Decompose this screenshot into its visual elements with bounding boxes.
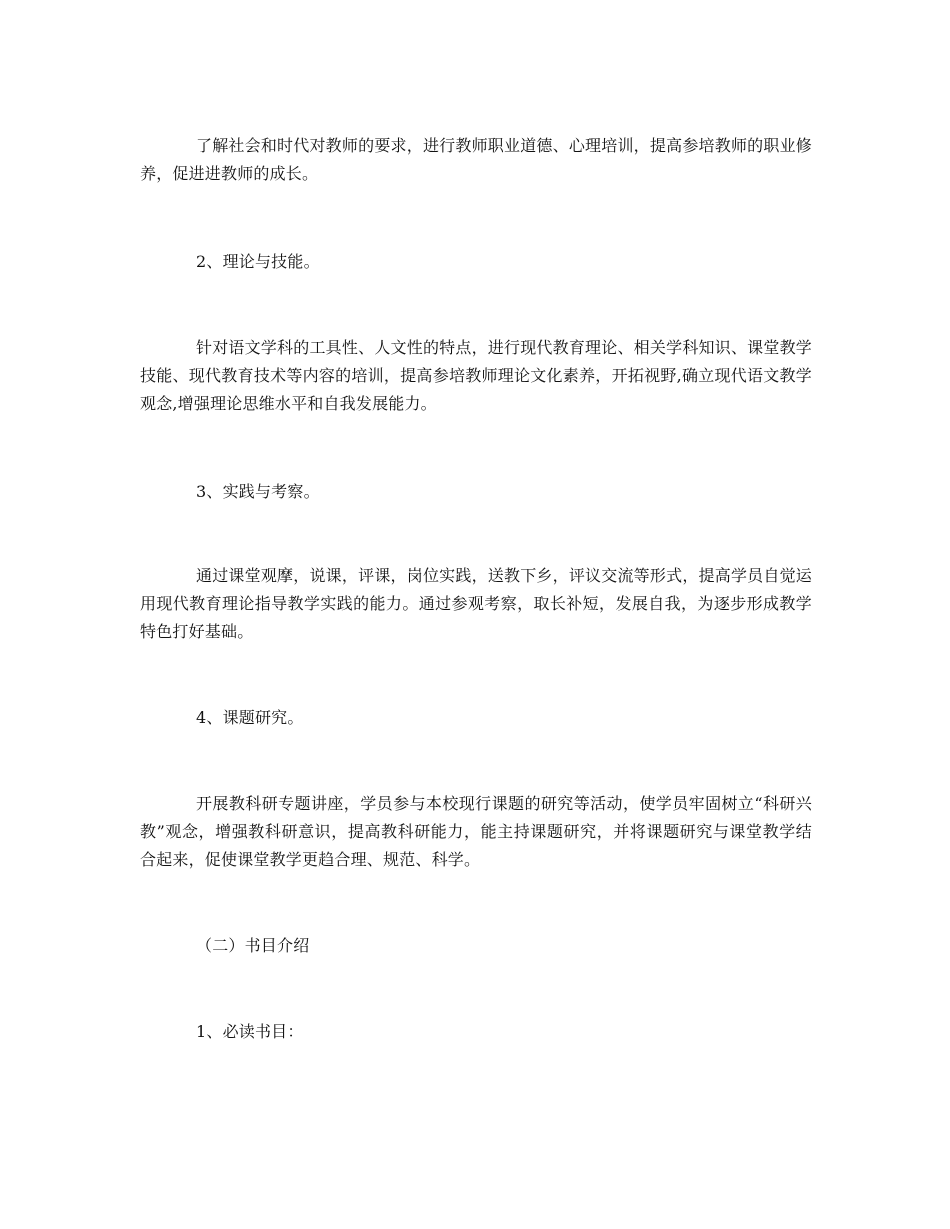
paragraph-theory-skills: 针对语文学科的工具性、人文性的特点，进行现代教育理论、相关学科知识、课堂教学技能、现代教育技术等内容的培训，提高参培教师理论文化素养，开拓视野,确立现代语文教学观念,增强理论思维水平和自我发展能力。	[140, 338, 812, 413]
heading-practice-inspection: 3、实践与考察。	[196, 482, 320, 501]
heading-required-books: 1、必读书目：	[196, 1022, 304, 1041]
paragraph-ethics-training: 了解社会和时代对教师的要求，进行教师职业道德、心理培训，提高参培教师的职业修养，促进进教师的成长。	[140, 136, 812, 183]
paragraph-research-topic: 开展教科研专题讲座，学员参与本校现行课题的研究等活动，使学员牢固树立“科研兴教”观念，增强教科研意识，提高教科研能力，能主持课题研究，并将课题研究与课堂教学结合起来，促使课堂教学更趋合理、规范、科学。	[140, 794, 812, 869]
heading-research-topic: 4、课题研究。	[196, 708, 304, 727]
section-heading-book-intro: （二）书目介绍	[196, 936, 310, 955]
heading-theory-skills: 2、理论与技能。	[196, 252, 320, 271]
paragraph-practice-inspection: 通过课堂观摩，说课，评课，岗位实践，送教下乡，评议交流等形式，提高学员自觉运用现代教育理论指导教学实践的能力。通过参观考察，取长补短，发展自我，为逐步形成教学特色打好基础。	[140, 566, 812, 641]
